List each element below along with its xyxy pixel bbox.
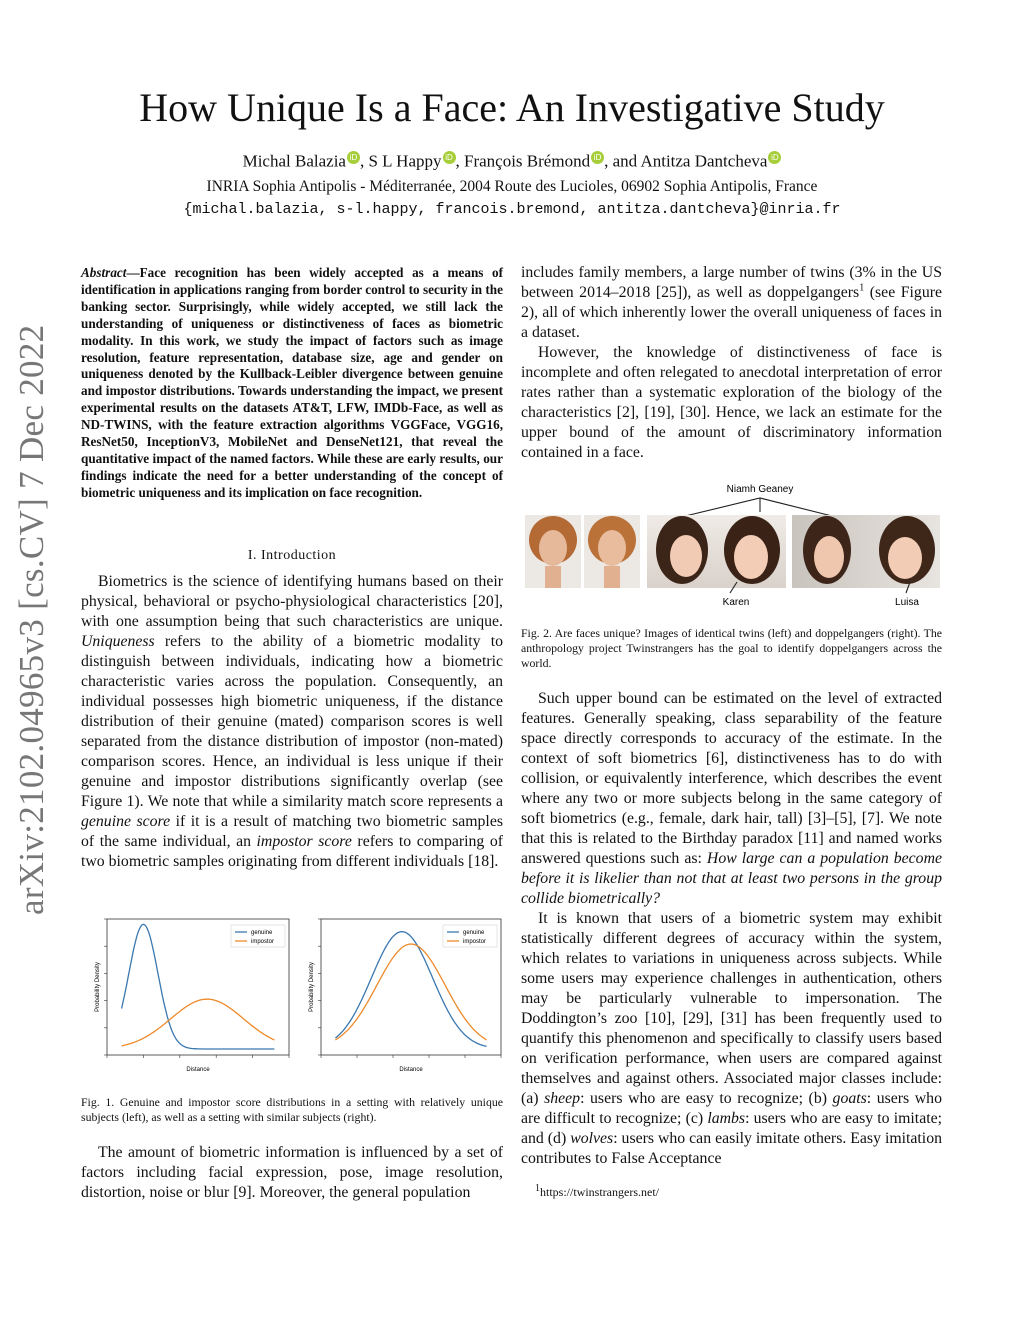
- term-genuine-score: genuine score: [81, 813, 171, 830]
- series-impostor-line: [122, 999, 275, 1046]
- orcid-icon[interactable]: iD: [347, 151, 360, 164]
- footnote-number: 1: [535, 1183, 540, 1194]
- affiliation: INRIA Sophia Antipolis - Méditerranée, 2004 Route des Lucioles, 06902 Sophia Antipolis, France: [206, 178, 818, 195]
- label-karen: Karen: [722, 597, 750, 608]
- footnote-mark: 1: [859, 282, 865, 294]
- paper-title: How Unique Is a Face: An Investigative Study: [139, 85, 885, 130]
- legend-label-impostor: impostor: [463, 939, 487, 945]
- figure-1: [81, 915, 505, 1085]
- author-name: S L Happy: [368, 151, 442, 171]
- footnote-url[interactable]: https://twinstrangers.net/: [540, 1185, 659, 1199]
- figure-1-plots: [81, 915, 505, 1085]
- figure-2: [522, 478, 942, 614]
- figure-2-caption: Fig. 2. Are faces unique? Images of identical twins (left) and doppelgangers (right). The anthropology project Twinstrangers has the goal to identify doppelgangers across the world.: [521, 626, 942, 670]
- intro-paragraph-1: Biometrics is the science of identifying humans based on their physical, behavioral or psycho-physiological characteristics [20], with one assumption being that such characteristics are unique. Uniqueness refers to the ability of a biometric modality to distinguish between individuals, indicating how a biometric characteristic varies across the population. Consequently, an individual possesses high biometric uniqueness, if the distance distribution of their genuine (mated) comparison scores is well separated from the distance distribution of impostor (non-mated) comparison scores. Hence, an individual is less unique if their genuine and impostor distributions significantly overlap (see Figure 1). We note that while a similarity match score represents a genuine score if it is a result of matching two biometric samples of the same individual, an impostor score refers to comparing of two biometric samples originating from different individuals [18].: [81, 573, 503, 870]
- legend-label-impostor: impostor: [251, 939, 275, 945]
- author-separator: ,: [455, 151, 464, 171]
- arxiv-identifier: arXiv:2102.04965v3 [cs.CV] 7 Dec 2022: [12, 324, 51, 915]
- x-axis-label: Distance: [186, 1067, 210, 1073]
- series-genuine-line: [335, 932, 486, 1047]
- author-name: François Brémond: [464, 151, 591, 171]
- intro-paragraph-2: The amount of biometric information is influenced by a set of factors including facial expression, pose, image resolution, distortion, noise or blur [9]. Moreover, the general population: [81, 1144, 503, 1201]
- doppelganger-photo-luisa: [792, 515, 940, 588]
- birthday-question: How large can a population become before it is likelier than not that at least two persons in the group collide biometrically?: [521, 850, 942, 907]
- legend-label-genuine: genuine: [251, 930, 273, 936]
- abstract-label: Abstract: [81, 265, 127, 280]
- legend-label-genuine: genuine: [463, 930, 485, 936]
- right-paragraph-4: It is known that users of a biometric system may exhibit statistically different degrees of accuracy within the system, which relates to variations in uniqueness across subjects. While some users may experience challenges in authentication, others may be particularly vulnerable to impersonation. The Doddington’s zoo [10], [29], [31] has been frequently used to quantify this phenomenon and specifically to classify users based on verification performance, when users are compared against themselves and against others. Associated major classes include: (a) sheep: users who are easy to recognize; (b) goats: users who are difficult to recognize; (c) lambs: users who are easy to imitate; and (d) wolves: users who can easily imitate others. Easy imitation contributes to False Acceptance: [521, 910, 942, 1167]
- author-separator: ,: [359, 151, 369, 171]
- author-list: [0, 151, 1024, 172]
- right-paragraph-1: includes family members, a large number of twins (3% in the US between 2014–2018 [25]), as well as doppelgangers$^1$ (see Figure 2), all of which inherently lower the overall uniqueness of faces in a dataset. However, the knowledge of distinctiveness of face is incomplete and often relegated to anecdotal interpretation of error rates rather than a systematic exploration of the biology of the characteristics [2], [19], [30]. Hence, we lack an estimate for the upper bound of the amount of discriminatory information contained in a face.: [521, 264, 943, 461]
- section-heading: I. Introduction: [247, 548, 337, 563]
- footnote: [535, 1185, 935, 1200]
- author-name: Michal Balazia: [242, 151, 346, 171]
- author-separator: , and: [604, 151, 641, 171]
- abstract-text: —Face recognition has been widely accepted as a means of identification in applications ranging from border control to security in the banking sector. Surprisingly, while widely accepted, we still lack the understanding of uniqueness or distinctiveness of faces as biometric modality. In this work, we study the impact of factors such as image resolution, feature representation, database size, age and gender on uniqueness denoted by the Kullback-Leibler divergence between genuine and impostor distributions. Towards understanding the impact, we present experimental results on the datasets AT&T, LFW, IMDb-Face, as well as ND-TWINS, with the feature extraction algorithms VGGFace, VGG16, ResNet50, InceptionV3, MobileNet and DenseNet121, that reveal the quantitative impact of the named factors. While these are early results, our findings indicate the need for a better understanding of the concept of biometric uniqueness and its implication on face recognition.: [81, 265, 503, 500]
- orcid-icon[interactable]: iD: [443, 151, 456, 164]
- right-paragraph-3: Such upper bound can be estimated on the level of extracted features. Generally speaking, class separability of the feature space directly corresponds to accuracy of the estimate. In the context of soft biometrics [6], distinctiveness has to do with collision, or equivalently interference, which describes the event where any two or more subjects belong in the same category of soft biometrics (e.g., female, dark hair, tall) [3]–[5], [7]. We note that this is related to the Birthday paradox [11] and named works answered questions such as: How large can a population become before it is likelier than not that at least two persons in the group collide biometrically? It is known that users of a biometric system may exhibit statistically different degrees of accuracy within the system, which relates to variations in uniqueness across subjects. While some users may experience challenges in authentication, others may be particularly vulnerable to impersonation. The Doddington’s zoo [10], [29], [31] has been frequently used to quantify this phenomenon and specifically to classify users based on verification performance, when users are compared against themselves and against others. Associated major classes include: (a) sheep: users who are easy to recognize; (b) goats: users who are difficult to recognize; (c) lambs: users who are easy to imitate; and (d) wolves: users who can easily imitate others. Easy imitation contributes to False Acceptance: [521, 690, 942, 1167]
- label-niamh: Niamh Geaney: [726, 484, 794, 495]
- abstract: [81, 265, 503, 502]
- label-luisa: Luisa: [895, 597, 919, 608]
- series-impostor-line: [335, 944, 486, 1040]
- x-axis-label: Distance: [399, 1067, 423, 1073]
- right-paragraph-2: However, the knowledge of distinctiveness of face is incomplete and often relegated to anecdotal interpretation of error rates rather than a systematic exploration of the biology of the characteristics [2], [19], [30]. Hence, we lack an estimate for the upper bound of the amount of discriminatory information contained in a face.: [521, 344, 942, 461]
- term-uniqueness: Uniqueness: [81, 633, 155, 650]
- orcid-icon[interactable]: iD: [768, 151, 781, 164]
- author-emails[interactable]: {michal.balazia, s-l.happy, francois.bremond, antitza.dantcheva}@inria.fr: [183, 201, 841, 218]
- doppelganger-photo-karen: [647, 515, 786, 588]
- figure-2-photos: [522, 478, 942, 614]
- orcid-icon[interactable]: iD: [591, 151, 604, 164]
- term-impostor-score: impostor score: [256, 833, 352, 850]
- figure-1-caption: Fig. 1. Genuine and impostor score distributions in a setting with relatively unique subjects (left), as well as a setting with similar subjects (right).: [81, 1095, 503, 1124]
- twin-photo-right: [584, 515, 640, 588]
- y-axis-label: Probability Density: [95, 962, 101, 1012]
- twin-photo-left: [525, 515, 581, 588]
- y-axis-label: Probability Density: [309, 962, 315, 1012]
- author-name: Antitza Dantcheva: [640, 151, 768, 171]
